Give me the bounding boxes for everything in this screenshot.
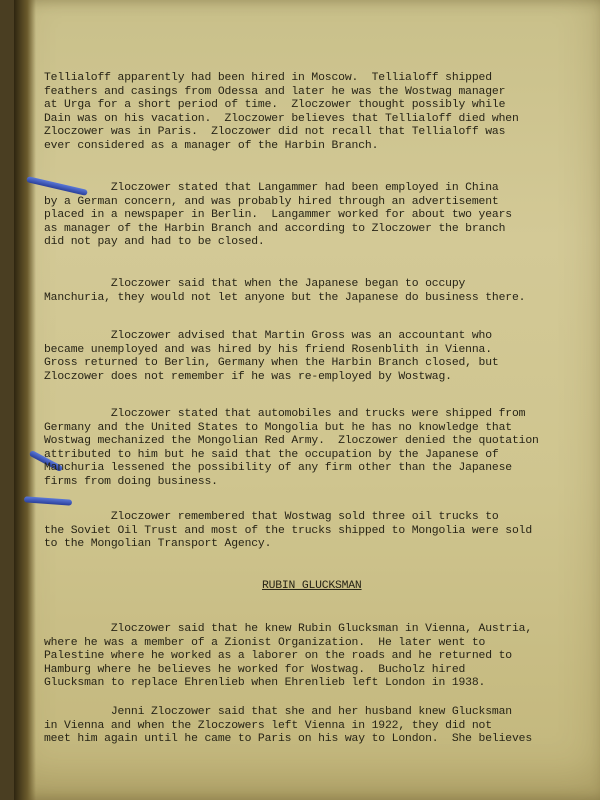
text-line: ever considered as a manager of the Harbin Branch. — [44, 139, 379, 152]
text-line: Tellialoff apparently had been hired in Moscow. Tellialoff shipped — [44, 72, 492, 84]
text-line: Gross returned to Berlin, Germany when the Harbin Branch closed, but — [44, 357, 499, 370]
text-line: Zloczower was in Paris. Zloczower did not recall that Tellialoff was — [44, 126, 506, 139]
text-line: Zloczower said that when the Japanese began to occupy — [44, 278, 466, 290]
paragraph-manchuria — [44, 278, 600, 305]
paragraph-gross — [44, 330, 600, 384]
text-line: by a German concern, and was probably hired through an advertisement — [44, 195, 499, 208]
text-line: became unemployed and was hired by his friend Rosenblith in Vienna. — [44, 343, 492, 356]
paragraph-oil-trucks — [44, 511, 600, 552]
text-line: to the Mongolian Transport Agency. — [44, 538, 272, 551]
text-line: Palestine where he worked as a laborer on the roads and he returned to — [44, 650, 512, 663]
section-heading: RUBIN GLUCKSMAN — [262, 580, 362, 592]
document-page — [14, 0, 600, 800]
text-line: Zloczower said that he knew Rubin Glucksman in Vienna, Austria, — [44, 623, 533, 635]
text-line: Zloczower stated that automobiles and trucks were shipped from — [44, 408, 526, 420]
paragraph-automobiles — [44, 408, 600, 490]
text-line: Germany and the United States to Mongolia but he has no knowledge that — [44, 421, 512, 434]
text-line: Zloczower remembered that Wostwag sold three oil trucks to — [44, 511, 499, 523]
text-line: Dain was on his vacation. Zloczower believes that Tellialoff died when — [44, 112, 519, 125]
text-line: in Vienna and when the Zloczowers left Vienna in 1922, they did not — [44, 719, 492, 732]
text-line: meet him again until he came to Paris on his way to London. She believes — [44, 733, 533, 746]
text-line: the Soviet Oil Trust and most of the trucks shipped to Mongolia were sold — [44, 524, 533, 537]
text-line: did not pay and had to be closed. — [44, 236, 265, 249]
text-line: Manchuria, they would not let anyone but the Japanese do business there. — [44, 291, 526, 304]
text-line: firms from doing business. — [44, 475, 218, 488]
text-line: at Urga for a short period of time. Zloczower thought possibly while — [44, 99, 506, 112]
text-line: Wostwag mechanized the Mongolian Red Army. Zloczower denied the quotation — [44, 435, 539, 448]
text-line: Zloczower advised that Martin Gross was an accountant who — [44, 330, 492, 342]
paragraph-tellialoff — [44, 72, 600, 154]
text-line: Manchuria lessened the possibility of any firm other than the Japanese — [44, 462, 512, 475]
text-line: Zloczower does not remember if he was re-employed by Wostwag. — [44, 370, 452, 383]
text-line: where he was a member of a Zionist Organization. He later went to — [44, 636, 486, 649]
paragraph-glucksman — [44, 623, 600, 691]
text-line: attributed to him but he said that the occupation by the Japanese of — [44, 448, 499, 461]
paragraph-jenni — [44, 706, 600, 747]
text-line: Hamburg where he believes he worked for Wostwag. Bucholz hired — [44, 663, 466, 676]
text-line: feathers and casings from Odessa and later he was the Wostwag manager — [44, 85, 506, 98]
paragraph-langammer — [44, 182, 600, 250]
text-line: Zloczower stated that Langammer had been employed in China — [44, 182, 499, 194]
text-line: Jenni Zloczower said that she and her husband knew Glucksman — [44, 706, 512, 718]
text-line: as manager of the Harbin Branch and according to Zloczower the branch — [44, 222, 506, 235]
text-line: Glucksman to replace Ehrenlieb when Ehrenlieb left London in 1938. — [44, 677, 486, 690]
binding-edge — [14, 0, 36, 800]
text-line: placed in a newspaper in Berlin. Langammer worked for about two years — [44, 209, 512, 222]
